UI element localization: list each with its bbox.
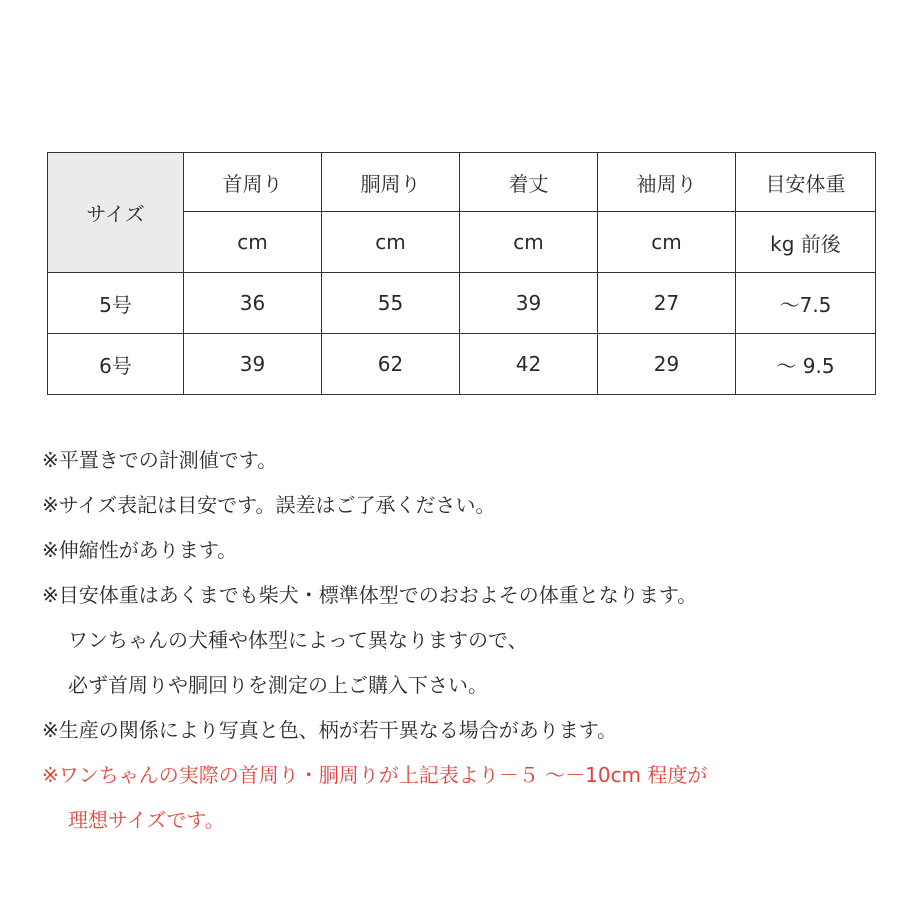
chest-cell: 62 [322, 334, 460, 395]
chest-header: 胴周り [322, 153, 460, 212]
table-row [48, 273, 876, 334]
size-cell: 6号 [48, 334, 184, 395]
weight-unit: kg 前後 [736, 212, 876, 273]
sleeve-cell: 29 [598, 334, 736, 395]
note-measurement: ※平置きでの計測値です。 [42, 448, 278, 472]
note-color: ※生産の関係により写真と色、柄が若干異なる場合があります。 [42, 718, 618, 742]
weight-cell: ～7.5 [736, 273, 876, 334]
note-ideal-size: ※ワンちゃんの実際の首周り・胴周りが上記表より－５ ～－10cm 程度が [42, 763, 708, 787]
note-ideal-size-cont: 理想サイズです。 [68, 808, 225, 832]
length-unit: cm [460, 212, 598, 273]
sleeve-header: 袖周り [598, 153, 736, 212]
sleeve-unit: cm [598, 212, 736, 273]
notes-section [42, 438, 902, 843]
note-size-guide: ※サイズ表記は目安です。誤差はご了承ください。 [42, 493, 496, 517]
neck-cell: 39 [184, 334, 322, 395]
length-cell: 42 [460, 334, 598, 395]
size-table [47, 152, 876, 395]
length-header: 着丈 [460, 153, 598, 212]
note-weight: ※目安体重はあくまでも柴犬・標準体型でのおおよその体重となります。 [42, 583, 698, 607]
neck-header: 首周り [184, 153, 322, 212]
sleeve-cell: 27 [598, 273, 736, 334]
chest-unit: cm [322, 212, 460, 273]
size-column-header: サイズ [48, 153, 184, 273]
weight-header: 目安体重 [736, 153, 876, 212]
header-row-names [48, 153, 876, 212]
table-row [48, 334, 876, 395]
note-stretch: ※伸縮性があります。 [42, 538, 238, 562]
length-cell: 39 [460, 273, 598, 334]
chest-cell: 55 [322, 273, 460, 334]
note-weight-cont-1: ワンちゃんの犬種や体型によって異なりますので、 [68, 628, 528, 652]
neck-cell: 36 [184, 273, 322, 334]
neck-unit: cm [184, 212, 322, 273]
size-cell: 5号 [48, 273, 184, 334]
note-weight-cont-2: 必ず首周りや胴回りを測定の上ご購入下さい。 [68, 673, 488, 697]
weight-cell: ～ 9.5 [736, 334, 876, 395]
